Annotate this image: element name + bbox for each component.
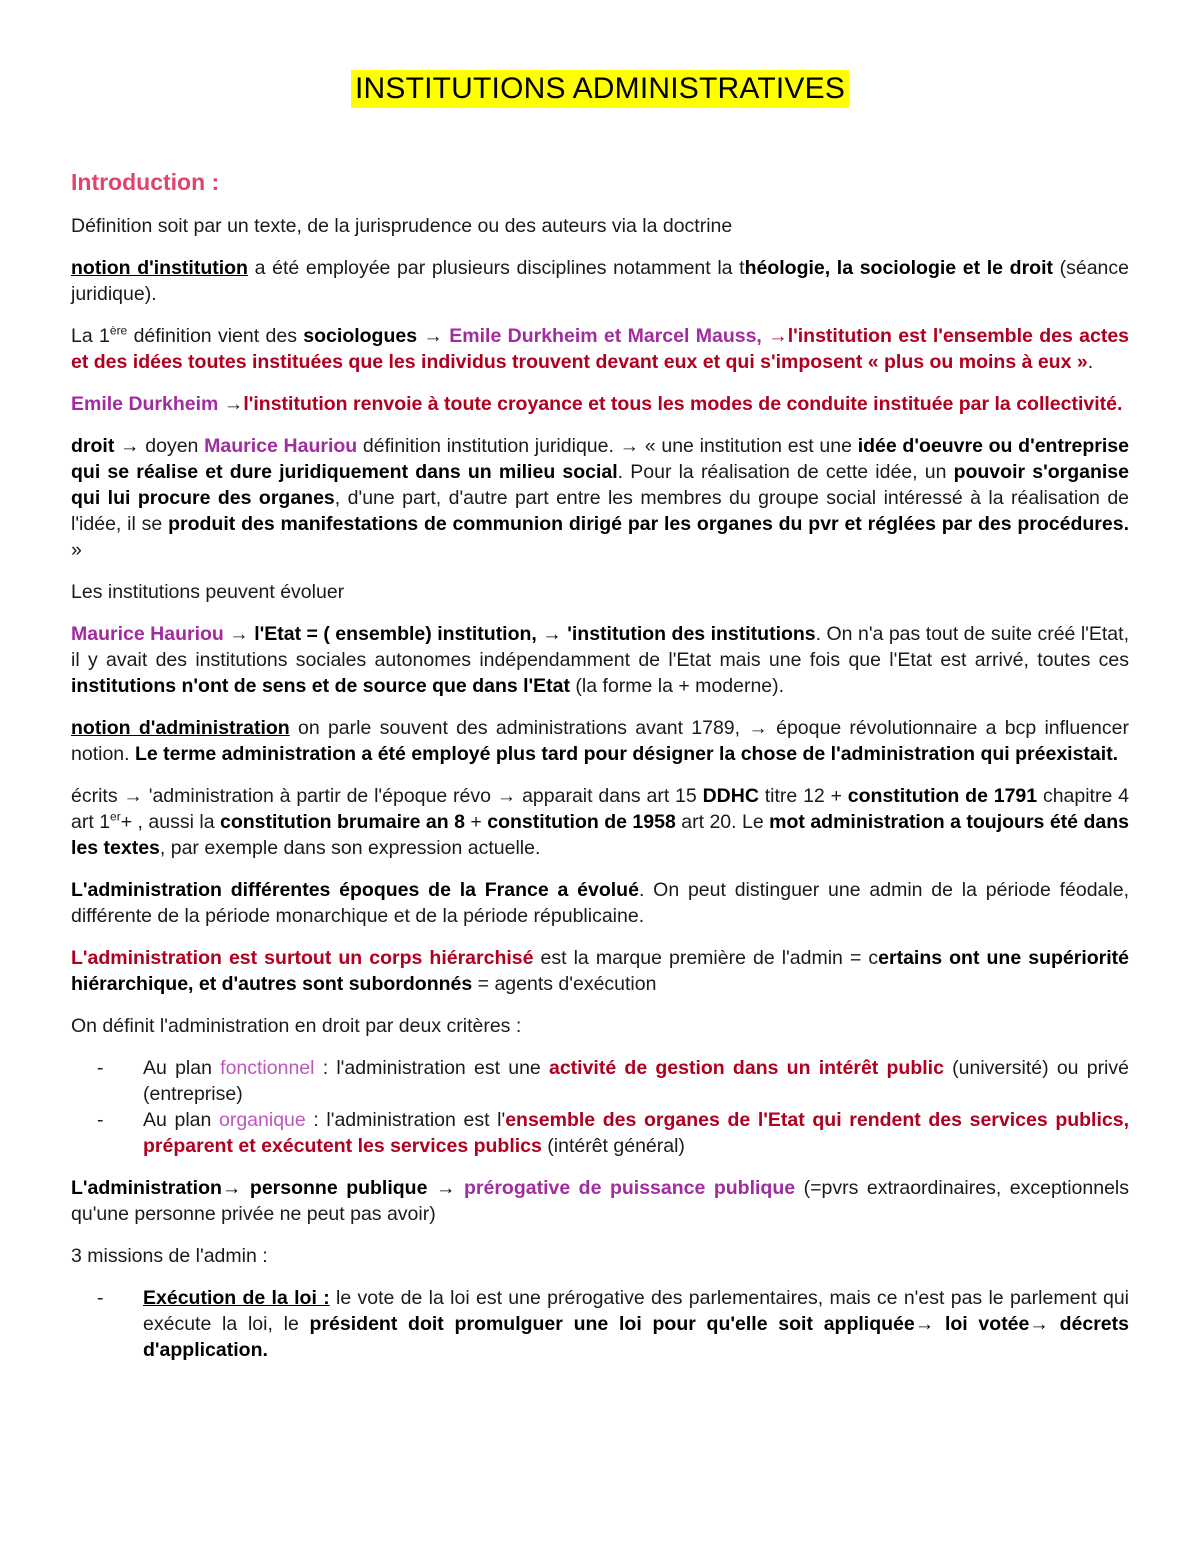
text: (=pvrs extraordinaires, exceptionnels qu'une personne privée ne peut pas avoir) (71, 1177, 1130, 1225)
text-bold-red: activité de gestion dans un intérêt public (548, 1057, 944, 1079)
text: chapitre 4 art 1 (71, 785, 1129, 833)
paragraph-ecrits (71, 783, 1129, 861)
paragraph-criteres: On définit l'administration en droit par deux critères : (71, 1015, 522, 1037)
text-bold: président doit promulguer une loi pour qu'elle soit appliquée→ loi votée→ décrets d'application. (143, 1313, 1129, 1361)
paragraph-definition: Définition soit par un texte, de la jurisprudence ou des auteurs via la doctrine (71, 215, 733, 237)
text-bold: héologie, la sociologie et le droit (744, 257, 1053, 279)
text-bold: produit des manifestations de communion dirigé par les organes du pvr et réglées par des procédures. (168, 513, 1129, 535)
term-prerogative: prérogative de puissance publique (463, 1177, 796, 1199)
text (455, 1177, 464, 1199)
text: + , aussi la (120, 811, 220, 833)
text: . Pour la réalisation de cette idée, un (617, 461, 954, 483)
text: . (1087, 351, 1094, 373)
title-wrap (0, 70, 1200, 108)
list-item (71, 1107, 1129, 1159)
missions-list (71, 1285, 1129, 1363)
text: → (218, 393, 244, 415)
term-sociologues: sociologues (303, 325, 418, 347)
paragraph-epoques (71, 877, 1129, 929)
definition-highlight: l'institution renvoie à toute croyance et tous les modes de conduite instituée par la collectivité. (243, 393, 1123, 415)
text: = agents d'exécution (472, 973, 657, 995)
text: est la marque première de l'admin = c (533, 947, 879, 969)
text: (université) ou privé (entreprise) (143, 1057, 1129, 1105)
text: Au plan (143, 1057, 221, 1079)
text: : l'administration est l' (305, 1109, 506, 1131)
text-bold: l'Etat = ( ensemble) institution, → 'institution des institutions (254, 623, 816, 645)
names-durkheim-mauss: Emile Durkheim et Marcel Mauss, (449, 325, 769, 347)
text: définition vient des (127, 325, 304, 347)
paragraph-notion-administration (71, 715, 1129, 767)
text-bold: constitution de 1958 (487, 811, 676, 833)
text: : l'administration est une (314, 1057, 549, 1079)
paragraph-hauriou-etat (71, 621, 1129, 699)
text: le vote de la loi est une prérogative des parlementaires, mais ce n'est pas le parlement qui exécute la loi, le (143, 1287, 1130, 1335)
term-execution-loi: Exécution de la loi (143, 1287, 324, 1309)
text-bold-red: L'administration est surtout un corps hiérarchisé (71, 947, 534, 969)
superscript: ère (109, 323, 128, 338)
paragraph-first-definition (71, 323, 1129, 375)
intro-heading: Introduction : (71, 169, 220, 195)
colon: : (323, 1287, 330, 1309)
text: (séance juridique). (71, 257, 1129, 305)
definition-highlight: →l'institution est l'ensemble des actes et des idées toutes instituées que les individus trouvent devant eux et qui s'imposent « plus ou moins à eux » (71, 325, 1130, 373)
paragraph-hierarchie (71, 945, 1129, 997)
text: doyen (139, 435, 205, 457)
text: . On peut distinguer une admin de la période féodale, différente de la période monarchique et de la période républicaine. (71, 879, 1129, 927)
text: » (71, 539, 82, 561)
term-notion-administration: notion d'administration (71, 717, 290, 739)
text-bold: Le terme administration a été employé plus tard pour désigner la chose de l'administration qui préexistait. (134, 743, 1119, 765)
text: art 20. Le (675, 811, 770, 833)
text: a été employée par plusieurs disciplines notamment la t (247, 257, 745, 279)
text: titre 12 + (758, 785, 848, 807)
name-hauriou: Maurice Hauriou (71, 623, 224, 645)
document-title: INSTITUTIONS ADMINISTRATIVES (351, 70, 849, 108)
paragraph-durkheim (71, 391, 1129, 417)
name-hauriou: Maurice Hauriou (204, 435, 358, 457)
text: Au plan (143, 1109, 219, 1131)
text: → (417, 325, 450, 347)
text-bold: pouvoir s'organise qui lui procure des organes (71, 461, 1129, 509)
text-bold: DDHC (702, 785, 759, 807)
text: (la forme la + moderne). (570, 675, 785, 697)
text: + (464, 811, 488, 833)
text-bold: L'administration différentes époques de la France a évolué (71, 879, 639, 901)
term-organique: organique (218, 1109, 306, 1131)
criteria-list (71, 1055, 1129, 1159)
text: , par exemple dans son expression actuelle. (159, 837, 541, 859)
text-bold: institutions n'ont de sens et de source que dans l'Etat (71, 675, 571, 697)
text: (intérêt général) (541, 1135, 685, 1157)
list-item (71, 1285, 1129, 1363)
name-durkheim: Emile Durkheim (71, 393, 219, 415)
paragraph-evoluer: Les institutions peuvent évoluer (71, 581, 345, 603)
paragraph-droit-hauriou (71, 433, 1129, 563)
paragraph-missions: 3 missions de l'admin : (71, 1245, 268, 1267)
text: La 1 (71, 325, 110, 347)
text: on parle souvent des administrations avant 1789, → époque révolutionnaire a bcp influencer notion. (71, 717, 1129, 765)
text-bold: constitution de 1791 (847, 785, 1038, 807)
text-bold: L'administration→ personne publique → (71, 1177, 456, 1199)
text-bold: idée d'oeuvre ou d'entreprise qui se réalise et dure juridiquement dans un milieu social (71, 435, 1129, 483)
text: écrits → 'administration à partir de l'époque révo → apparait dans art 15 (71, 785, 703, 807)
text: , d'une part, d'autre part entre les membres du groupe social intéressé à la réalisation de l'idée, il se (71, 487, 1130, 535)
term-fonctionnel: fonctionnel (220, 1057, 315, 1079)
text-bold: ertains ont une supériorité hiérarchique, et d'autres sont subordonnés (71, 947, 1129, 995)
document-body (71, 165, 1129, 1379)
paragraph-personne-publique (71, 1175, 1129, 1227)
text-bold: mot administration a toujours été dans les textes (71, 811, 1129, 859)
text: définition institution juridique. → « une institution est une (357, 435, 858, 457)
paragraph-notion-institution (71, 255, 1129, 307)
list-item (71, 1055, 1129, 1107)
text: → (223, 623, 255, 645)
superscript: er (110, 809, 121, 824)
term-droit: droit → (71, 435, 140, 457)
term-notion-institution: notion d'institution (71, 257, 248, 279)
text-bold: constitution brumaire an 8 (220, 811, 465, 833)
text-bold-red: ensemble des organes de l'Etat qui rendent des services publics, préparent et exécutent les services publics (143, 1109, 1130, 1157)
text: . On n'a pas tout de suite créé l'Etat, il y avait des institutions sociales autonomes indépendamment de l'Etat mais une fois que l'Etat est arrivé, toutes ces (71, 623, 1129, 671)
